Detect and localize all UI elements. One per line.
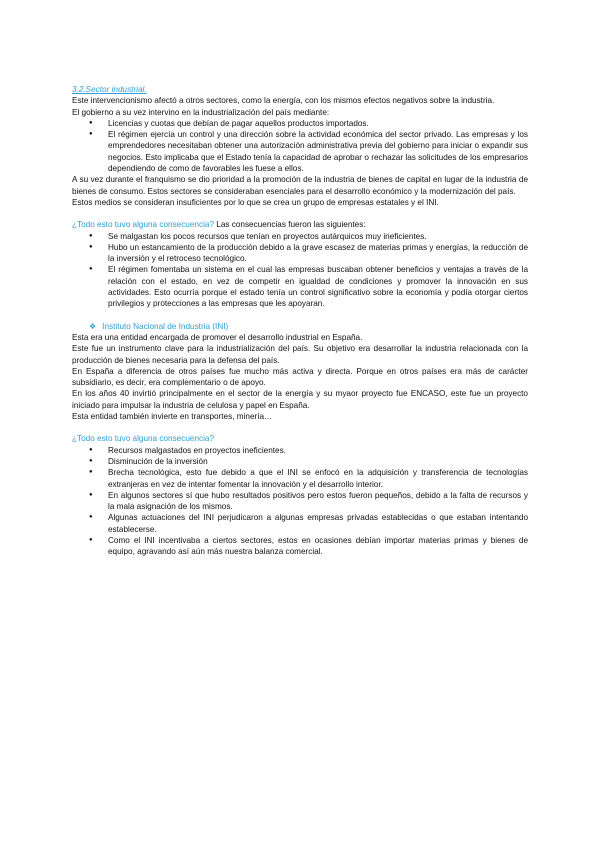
list-item: ● Recursos malgastados en proyectos ineficientes. (72, 445, 528, 456)
section-heading: 3.2.Sector industrial. (72, 85, 147, 94)
list-item: ● Como el INI incentivaba a ciertos sectores, estos en ocasiones debían importar materias primas y bienes de equipo, agravando así aún más nuestra balanza comercial. (72, 535, 528, 558)
ini-consequences-list (72, 445, 528, 558)
list-item: ● Disminución de la inversión (72, 456, 528, 467)
list-item: ● El régimen ejercía un control y una dirección sobre la actividad económica del sector privado. Las empresas y los emprendedores necesitaban obtener una autorización administrativa previa del gobierno para iniciar o expandir sus negocios. Esto implicaba que el Estado tenía la capacidad de aprobar o rechazar las solicitudes de los empresarios dependiendo de como de favorables les fuese a ellos. (72, 129, 528, 174)
ini-title: Instituto Nacional de Industria (INI) (102, 321, 229, 331)
list-item: ● Brecha tecnológica, esto fue debido a que el INI se enfocó en la adquisición y transferencia de tecnologías extranjeras en vez de intentar fomentar la innovación y el desarrollo interior. (72, 467, 528, 490)
intro-paragraph: El gobierno a su vez intervino en la industrialización del país mediante: (72, 107, 330, 117)
document-page (72, 84, 528, 558)
ini-heading (72, 321, 528, 332)
question-heading: ¿Todo esto tuvo alguna consecuencia? (72, 434, 215, 444)
list-item: ● Licencias y cuotas que debían de pagar aquellos productos importados. (72, 118, 528, 129)
ini-paragraph: Este fue un instrumento clave para la industrialización del país. Su objetivo era desarrollar la industria relacionada con la producción de bienes necesaria para la defensa del país. (72, 344, 528, 365)
consequences-intro (72, 219, 528, 230)
list-item: ● En algunos sectores sí que hubo resultados positivos pero estos fueron pequeños, debido a la falta de recursos y la mala asignación de los mismos. (72, 490, 528, 513)
diamond-bullet-icon: ❖ (89, 321, 97, 331)
answer-text: Las consecuencias fueron las siguientes: (214, 220, 366, 230)
ini-paragraph: En los años 40 invirtió principalmente en el sector de la energía y su myaor proyecto fue ENCASO, este fue un proyecto iniciado para impulsar la industria de celulosa y papel en España. (72, 389, 528, 410)
intervention-list (72, 118, 528, 174)
list-item: ● El régimen fomentaba un sistema en el cual las empresas buscaban obtener beneficios y ventajas a través de la relación con el estado, en vez de competir en igualdad de condiciones y promover la innovación en sus actividades. Esto ocurría porque el estado tenía un control significativo sobre la economía y podía otorgar ciertos privilegios y protecciones a las empresas que les apoyaran. (72, 264, 528, 309)
question-text: ¿Todo esto tuvo alguna consecuencia? (72, 220, 215, 230)
body-paragraph: A su vez durante el franquismo se dio prioridad a la promoción de la industria de bienes de capital en lugar de la industria de bienes de consumo. Estos sectores se consideraban esenciales para el desarrollo económico y la modernización del país. (72, 175, 528, 196)
ini-paragraph: Esta era una entidad encargada de promover el desarrollo industrial en España. (72, 332, 363, 342)
list-item: ● Hubo un estancamiento de la producción debido a la grave escasez de materias primas y energías, la reducción de la inversión y el retroceso tecnológico. (72, 242, 528, 265)
consequences-list (72, 231, 528, 310)
intro-paragraph: Este intervencionismo afectó a otros sectores, como la energía, con los mismos efectos negativos sobre la industria. (72, 96, 495, 106)
ini-paragraph: En España a diferencia de otros países fue mucho más activa y directa. Porque en otros países era más de carácter subsidiario, es decir, era complementario o de apoyo. (72, 366, 528, 388)
list-item: ● Se malgastan los pocos recursos que tenían en proyectos autárquicos muy ineficientes. (72, 231, 528, 242)
body-paragraph: Estos medios se consideran insuficientes por lo que se crea un grupo de empresas estatales y el INI. (72, 197, 439, 207)
list-item: ● Algunas actuaciones del INI perjudicaron a algunas empresas privadas establecidas o que estaban intentando establecerse. (72, 512, 528, 535)
ini-paragraph: Esta entidad también invierte en transportes, minería… (72, 412, 273, 422)
